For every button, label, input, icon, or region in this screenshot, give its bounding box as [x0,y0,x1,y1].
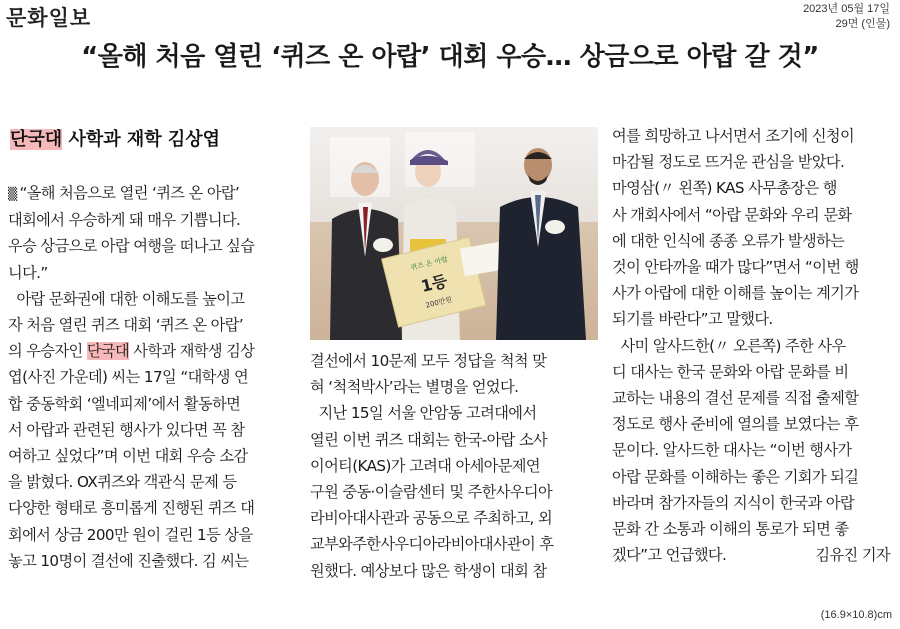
text-line: 바라며 참가자들의 지식이 한국과 아랍 [612,493,855,512]
text-line: 마감될 정도로 뜨거운 관심을 받았다. [612,153,845,172]
text-line: 마영삼(〃 왼쪽) KAS 사무총장은 행 [612,179,837,198]
issue-date: 2023년 05월 17일 [803,3,890,15]
text-line: 문이다. 알사드한 대사는 “이번 행사가 [612,441,852,460]
newspaper-masthead: 문화일보 [6,5,92,30]
text-line: 놓고 10명이 결선에 진출했다. 김 씨는 [8,551,249,570]
text-line: 니다.” [8,263,48,282]
award-ceremony-photo [310,127,598,340]
text-line: 자 처음 열린 퀴즈 대회 ‘퀴즈 온 아랍’ [8,316,244,335]
article-column-1 [8,180,294,574]
text-line: 대회에서 우승하게 돼 매우 기쁩니다. [8,211,241,230]
board-rank: 1등 [418,271,450,297]
text-line: 사가 아랍에 대한 이해를 높이는 계기가 [612,284,859,303]
article-photo [310,127,598,340]
text-line: 혀 ‘척척박사’라는 별명을 얻었다. [310,378,519,397]
issue-meta [803,2,890,32]
closing-line [612,542,900,568]
text-line: 합 중동학회 ‘엘네피제’에서 활동하면 [8,394,241,413]
text-line: 교하는 내용의 결선 문제를 직접 출제할 [612,389,859,408]
text-line: 열린 이번 퀴즈 대회는 한국-아랍 소사 [310,430,548,449]
board-title: 퀴즈 온 아랍 [409,255,449,273]
text-line: 아랍 문화를 이해하는 좋은 기회가 되길 [612,467,859,486]
text-line: 되기를 바란다”고 말했다. [612,310,773,329]
subhead-rest: 사학과 재학 김상엽 [62,129,221,150]
text-line: 교부와주한사우디아라비아대사관이 후 [310,535,554,554]
text-line: 디 대사는 한국 문화와 아랍 문화를 비 [612,362,849,381]
text-line: 을 밝혔다. OX퀴즈와 객관식 문제 등 [8,473,237,492]
text-line: 에 대한 인식에 종종 오류가 발생하는 [612,231,845,250]
text-line: 것이 안타까울 때가 많다”면서 “이번 행 [612,258,859,277]
text-line: 여하고 싶었다”며 이번 대회 우승 소감 [8,447,248,466]
text-line: ▒ “올해 처음으로 열린 ‘퀴즈 온 아랍’ [8,184,240,202]
text-line: 서 아랍과 관련된 행사가 있다면 꼭 참 [8,420,245,439]
text-line: 아랍 문화권에 대한 이해도를 높이고 [8,289,245,308]
school-name-highlight: 단국대 [86,342,130,361]
text-line: 구원 중동·이슬람센터 및 주한사우디아 [310,483,553,502]
text-line: 이어티(KAS)가 고려대 아세아문제연 [310,456,540,475]
article-column-3 [612,123,900,568]
text-line: 문화 간 소통과 이해의 통로가 되면 좋 [612,520,849,539]
text-line: 회에서 상금 200만 원이 걸린 1등 상을 [8,525,253,544]
article-headline: “올해 처음 열린 ‘퀴즈 온 아랍’ 대회 우승… 상금으로 아랍 갈 것” [81,42,819,72]
text-line: 사미 알사드한(〃 오른쪽) 주한 사우 [612,336,846,355]
text-line: 원했다. 예상보다 많은 학생이 대회 참 [310,561,547,580]
text-line: 여를 희망하고 나서면서 조기에 신청이 [612,127,855,145]
text-line: 지난 15일 서울 안암동 고려대에서 [310,404,537,423]
subhead-school-highlight: 단국대 [10,129,63,150]
text-line: 다양한 형태로 흥미롭게 진행된 퀴즈 대 [8,499,255,518]
text-line: 결선에서 10문제 모두 정답을 척척 맞 [310,352,547,370]
text-line: 엽(사진 가운데) 씨는 17일 “대학생 연 [8,368,249,387]
article-subhead [10,125,220,151]
text-line: 우승 상금으로 아랍 여행을 떠나고 싶습 [8,237,255,256]
issue-page: 29면 (인물) [835,18,890,30]
paragraph-marker-icon: ▒ [8,187,16,201]
last-text-line: 겠다”고 언급했다. [612,546,727,565]
reporter-byline: 김유진 기자 [815,546,890,565]
clipping-size-note: (16.9×10.8)cm [820,609,892,621]
article-column-2 [310,348,600,584]
text-line: 사 개회사에서 “아랍 문화와 우리 문화 [612,205,852,224]
board-prize: 200만원 [424,295,453,310]
text-line: 정도로 행사 준비에 열의를 보였다는 후 [612,415,859,434]
text-line: 라비아대사관과 공동으로 주최하고, 외 [310,509,553,528]
text-line: 의 우승자인 단국대 사학과 재학생 김상 [8,342,255,361]
